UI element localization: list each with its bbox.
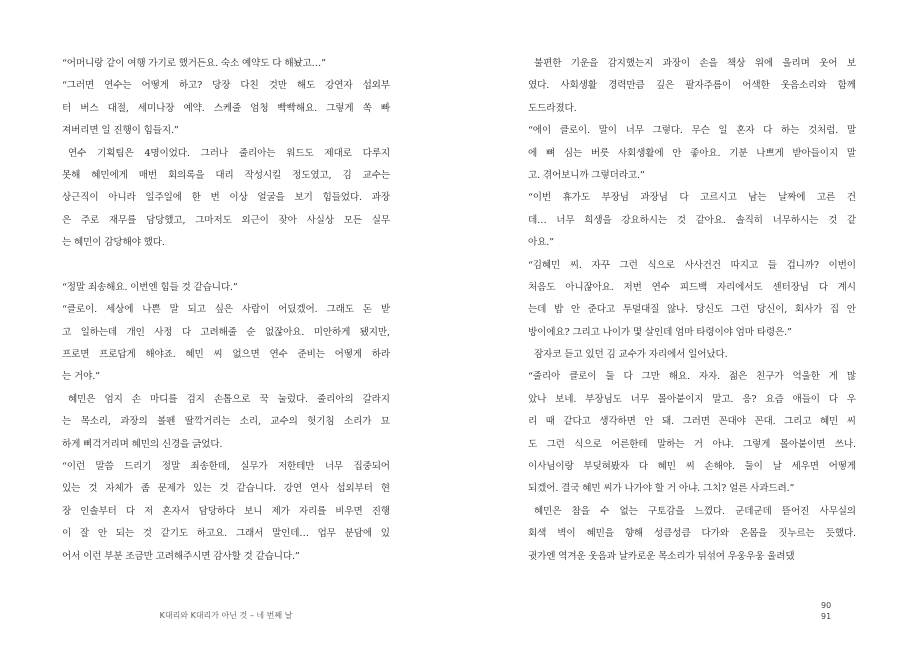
left-body-text <box>62 53 390 568</box>
text-line: 혜민은 엄지 손 마디를 검지 손톱으로 꾹 눌렀다. 줄리아의 갈라지 <box>68 393 390 405</box>
running-footer: K대리와 K대리가 아닌 것 – 네 번째 날 <box>159 611 293 620</box>
text-line: 이 잘 안 되는 것 같기도 하고요. 그래서 말인데… 업무 분담에 있 <box>62 528 390 540</box>
text-line: 도 그런 식으로 어른한테 말하는 거 아냐. 그렇게 몰아붙이면 쓰나. <box>528 438 856 450</box>
text-line: 혜민은 참을 수 없는 구토감을 느꼈다. 군데군데 뜯어진 사무실의 <box>534 505 856 517</box>
text-line: 있는 것 자체가 좀 문제가 있는 것 같습니다. 강연 연사 섭외부터 현 <box>62 483 390 495</box>
text-line: 는 목소리, 과장의 볼펜 딸깍거리는 소리, 교수의 헛기침 소리가 묘 <box>62 416 390 428</box>
text-line: 리 때 같다고 생각하면 안 돼. 그러면 꼰대야 꼰대. 그리고 혜민 씨 <box>528 416 856 428</box>
text-line: 져버리면 일 진행이 힘들지.” <box>62 125 179 137</box>
text-line: 장 인솔부터 다 저 혼자서 담당하다 보니 제가 자리를 비우면 진행 <box>62 505 390 517</box>
text-line: 였다. 사회생활 경력만큼 깊은 팔자주름이 어색한 웃음소리와 함께 <box>528 80 856 92</box>
paragraph <box>62 75 390 142</box>
paragraph-gap <box>62 255 390 277</box>
text-line: 회색 벽이 혜민을 향해 성큼성큼 다가와 온몸을 짓누르는 듯했다. <box>528 528 856 540</box>
right-page <box>450 0 900 648</box>
paragraph <box>528 344 856 366</box>
text-line: “김혜민 씨. 자꾸 그런 식으로 사사건건 따지고 들 겁니까? 이번이 <box>528 259 856 271</box>
paragraph <box>62 143 390 255</box>
text-line: “이런 말씀 드리기 정말 죄송한데, 실무가 저한테만 너무 집중되어 <box>62 461 390 473</box>
text-line: 고 일하는데 개인 사정 다 고려해줄 순 없잖아요. 미안하게 됐지만, <box>62 326 390 338</box>
paragraph <box>62 277 390 299</box>
text-line: “에이 클로이. 말이 너무 그렇다. 무슨 일 혼자 다 하는 것처럼. 말 <box>528 125 856 137</box>
text-line: 아요.” <box>528 237 554 249</box>
page-number-right: 91 <box>821 612 832 621</box>
text-line: 어서 이런 부분 조금만 고려해주시면 감사할 것 같습니다.” <box>62 550 300 562</box>
text-line: 되겠어. 결국 혜민 씨가 나가야 할 거 아냐. 그치? 얼른 사과드려.” <box>528 483 795 495</box>
text-line: “줄리아 클로이 둘 다 그만 해요. 자자. 젊은 친구가 억울한 게 많 <box>528 371 856 383</box>
text-line: 터 버스 대절, 세미나장 예약. 스케줄 엄청 빡빡해요. 그렇게 쏙 빠 <box>62 102 390 114</box>
text-line: 도드라졌다. <box>528 102 577 114</box>
text-line: 에 뼈 심는 버릇 사회생활에 안 좋아요. 기분 나쁘게 받아들이지 말 <box>528 147 856 159</box>
paragraph <box>528 53 856 120</box>
paragraph <box>528 366 856 500</box>
text-line: 는 거야.” <box>62 371 100 383</box>
text-line: “그러면 연수는 어떻게 하고? 당장 다친 것만 해도 강연자 섭외부 <box>62 80 390 92</box>
text-line: 상근직이 아니라 일주일에 한 번 이상 얼굴을 보기 힘들었다. 과장 <box>62 192 390 204</box>
right-body-text <box>528 53 856 568</box>
text-line: 귓가엔 역겨운 웃음과 날카로운 목소리가 뒤섞여 우웅우웅 울려댔 <box>528 550 795 562</box>
text-line: 하게 삐걱거리며 혜민의 신경을 긁었다. <box>62 438 223 450</box>
text-line: “어머니랑 같이 여행 가기로 했거든요. 숙소 예약도 다 해놨고…” <box>62 58 326 69</box>
text-line: 이사님이랑 부딪혀봤자 다 혜민 씨 손해야. 둘이 날 세우면 어떻게 <box>528 461 856 473</box>
text-line: 못해 혜민에게 매번 회의록을 대리 작성시킬 정도였고, 김 교수는 <box>62 169 390 181</box>
text-line: 는데 밥 안 준다고 투덜대질 않나. 당신도 그런 당신이, 회사가 집 안 <box>528 304 856 316</box>
text-line: 연수 기획팀은 4명이었다. 그러나 줄리아는 워드도 제대로 다루지 <box>68 147 390 159</box>
paragraph <box>528 120 856 187</box>
text-line: “클로이. 세상에 나쁜 말 되고 싶은 사람이 어딨겠어. 그래도 돈 받 <box>62 304 390 316</box>
text-line: 방이에요? 그리고 나이가 몇 살인데 엄마 타령이야 엄마 타령은.” <box>528 326 792 338</box>
text-line: 았나 보네. 부장님도 너무 몰아붙이지 말고. 응? 요즘 애들이 다 우 <box>528 393 856 405</box>
text-line: 처음도 아니잖아요. 저번 연수 피드백 자리에서도 센터장님 다 계시 <box>528 281 856 293</box>
paragraph <box>528 187 856 254</box>
paragraph <box>528 501 856 568</box>
text-line: 불편한 기운을 감지했는지 과장이 손을 책상 위에 올리며 웃어 보 <box>534 58 856 69</box>
text-line: “정말 죄송해요. 이번엔 힘들 것 같습니다.” <box>62 281 238 293</box>
text-line: 데… 너무 희생을 강요하시는 것 같아요. 솔직히 너무하시는 것 같 <box>528 214 856 226</box>
text-line: 는 혜민이 감당해야 했다. <box>62 237 165 249</box>
paragraph <box>62 53 390 75</box>
paragraph <box>62 389 390 456</box>
page-number-left: 90 <box>821 601 832 610</box>
text-line: 고. 겪어보니까 그렇더라고.” <box>528 169 645 181</box>
paragraph <box>62 456 390 568</box>
text-line: “이번 휴가도 부장님 과장님 다 고르시고 남는 날짜에 고른 건 <box>528 192 856 204</box>
paragraph <box>62 299 390 389</box>
text-line: 은 주로 재무를 담당했고, 그마저도 외근이 잦아 사실상 모든 실무 <box>62 214 390 226</box>
text-line: 프로면 프로답게 해야죠. 혜민 씨 없으면 연수 준비는 어떻게 하라 <box>62 349 390 361</box>
text-line: 잠자코 듣고 있던 김 교수가 자리에서 일어났다. <box>534 349 728 361</box>
paragraph <box>528 255 856 345</box>
